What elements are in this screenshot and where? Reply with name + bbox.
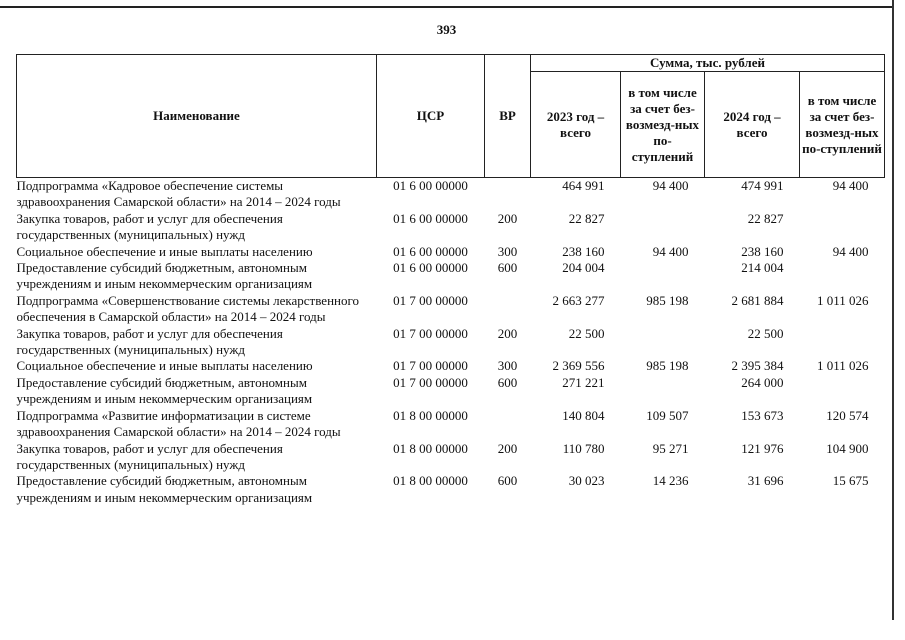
- row-csr: 01 6 00 00000: [393, 243, 468, 259]
- table-row: [17, 408, 885, 441]
- row-csr: 01 6 00 00000: [393, 260, 468, 276]
- table-body: [17, 178, 885, 507]
- row-2023-total: 2 369 556: [552, 358, 605, 374]
- row-2023-total: 22 500: [568, 325, 605, 341]
- header-2023-free: в том числе за счет без-возмезд-ных по-ступлений: [621, 72, 705, 178]
- row-2023-free: [621, 260, 705, 293]
- row-2024-free: 15 675: [832, 473, 869, 489]
- table-row: [17, 358, 885, 374]
- header-vr: ВР: [485, 55, 531, 178]
- row-2024-free: 94 400: [832, 178, 869, 193]
- table-row: [17, 178, 885, 211]
- row-csr: 01 8 00 00000: [393, 440, 468, 456]
- table-row: [17, 375, 885, 408]
- row-2024-total: 22 827: [747, 210, 784, 226]
- row-csr: 01 6 00 00000: [393, 178, 468, 193]
- row-2024-free: 1 011 026: [816, 292, 869, 308]
- row-2024-free: 94 400: [832, 243, 869, 259]
- row-name: Предоставление субсидий бюджетным, автономным учреждениям и иным некоммерческим организациям: [16, 260, 313, 292]
- row-csr: 01 8 00 00000: [393, 473, 468, 489]
- row-name: Закупка товаров, работ и услуг для обеспечения государственных (муниципальных) нужд: [16, 210, 283, 243]
- header-sum-group: Сумма, тыс. рублей: [531, 55, 885, 72]
- row-2023-free: [621, 326, 705, 359]
- row-vr: 600: [497, 473, 518, 489]
- table-row: [17, 326, 885, 359]
- row-vr: [485, 293, 531, 326]
- header-2024-total: 2024 год – всего: [705, 72, 800, 178]
- row-2024-free: [800, 211, 885, 244]
- table-row: [17, 441, 885, 474]
- row-2024-total: 22 500: [747, 325, 784, 341]
- row-2023-total: 110 780: [562, 440, 605, 456]
- table-row: [17, 244, 885, 260]
- row-name: Подпрограмма «Совершенствование системы лекарственного обеспечения в Самарской области» на 2014 – 2024 годы: [16, 292, 359, 325]
- row-2024-total: 2 395 384: [731, 358, 784, 374]
- row-2024-free: [800, 375, 885, 408]
- row-2023-total: 30 023: [568, 473, 605, 489]
- row-2023-total: 22 827: [568, 210, 605, 226]
- row-csr: 01 7 00 00000: [393, 292, 468, 308]
- row-name: Закупка товаров, работ и услуг для обеспечения государственных (муниципальных) нужд: [16, 325, 283, 358]
- row-2024-total: 474 991: [741, 178, 784, 193]
- row-2023-free: 95 271: [652, 440, 689, 456]
- row-name: Социальное обеспечение и иные выплаты населению: [16, 243, 313, 259]
- row-name: Предоставление субсидий бюджетным, автономным учреждениям и иным некоммерческим организациям: [16, 374, 313, 407]
- row-2024-total: 153 673: [741, 407, 784, 423]
- row-2024-free: 104 900: [826, 440, 869, 456]
- row-2024-total: 264 000: [741, 374, 784, 390]
- page-number: 393: [436, 22, 457, 37]
- row-csr: 01 8 00 00000: [393, 407, 468, 423]
- row-2023-free: [621, 211, 705, 244]
- row-2023-total: 140 804: [562, 407, 605, 423]
- row-2023-total: 238 160: [562, 243, 605, 259]
- row-name: Подпрограмма «Развитие информатизации в системе здравоохранения Самарской области» на 2014 – 2024 годы: [16, 407, 341, 440]
- table-row: [17, 260, 885, 293]
- right-border-line: [892, 0, 894, 620]
- row-name: Предоставление субсидий бюджетным, автономным учреждениям и иным некоммерческим организациям: [16, 473, 313, 505]
- row-vr: [485, 408, 531, 441]
- row-csr: 01 7 00 00000: [393, 325, 468, 341]
- row-2023-total: 271 221: [562, 374, 605, 390]
- budget-table: [16, 54, 885, 506]
- header-name: Наименование: [17, 55, 377, 178]
- row-vr: 200: [497, 440, 518, 456]
- header-csr: ЦСР: [377, 55, 485, 178]
- row-vr: 200: [497, 325, 518, 341]
- row-2024-free: [800, 260, 885, 293]
- row-2023-total: 2 663 277: [552, 292, 605, 308]
- row-2023-free: 94 400: [652, 243, 689, 259]
- row-vr: 600: [497, 374, 518, 390]
- row-2024-total: 121 976: [741, 440, 784, 456]
- row-vr: 300: [497, 243, 518, 259]
- header-2024-free: в том числе за счет без-возмезд-ных по-ступлений: [800, 72, 885, 178]
- row-vr: 200: [497, 210, 518, 226]
- row-2023-total: 204 004: [562, 260, 605, 276]
- row-2023-free: 14 236: [652, 473, 689, 489]
- row-2023-free: 985 198: [646, 292, 689, 308]
- row-vr: 600: [497, 260, 518, 276]
- row-2024-total: 2 681 884: [731, 292, 784, 308]
- row-vr: [485, 178, 531, 211]
- row-csr: 01 7 00 00000: [393, 358, 468, 374]
- row-2024-free: 120 574: [826, 407, 869, 423]
- row-name: Закупка товаров, работ и услуг для обеспечения государственных (муниципальных) нужд: [16, 440, 283, 472]
- row-2023-total: 464 991: [562, 178, 605, 193]
- row-csr: 01 7 00 00000: [393, 374, 468, 390]
- row-2024-free: 1 011 026: [816, 358, 869, 374]
- row-2024-total: 238 160: [741, 243, 784, 259]
- row-name: Социальное обеспечение и иные выплаты населению: [16, 358, 313, 374]
- table-row: [17, 473, 885, 506]
- row-2023-free: 985 198: [646, 358, 689, 374]
- row-2024-free: [800, 326, 885, 359]
- header-2023-total: 2023 год – всего: [531, 72, 621, 178]
- row-csr: 01 6 00 00000: [393, 210, 468, 226]
- top-border-line: [0, 6, 893, 8]
- row-2023-free: 94 400: [652, 178, 689, 193]
- row-2024-total: 31 696: [747, 473, 784, 489]
- row-2024-total: 214 004: [741, 260, 784, 276]
- table-row: [17, 293, 885, 326]
- row-vr: 300: [497, 358, 518, 374]
- row-2023-free: [621, 375, 705, 408]
- table-row: [17, 211, 885, 244]
- row-2023-free: 109 507: [646, 407, 689, 423]
- row-name: Подпрограмма «Кадровое обеспечение системы здравоохранения Самарской области» на 2014 – 2024 годы: [16, 178, 341, 210]
